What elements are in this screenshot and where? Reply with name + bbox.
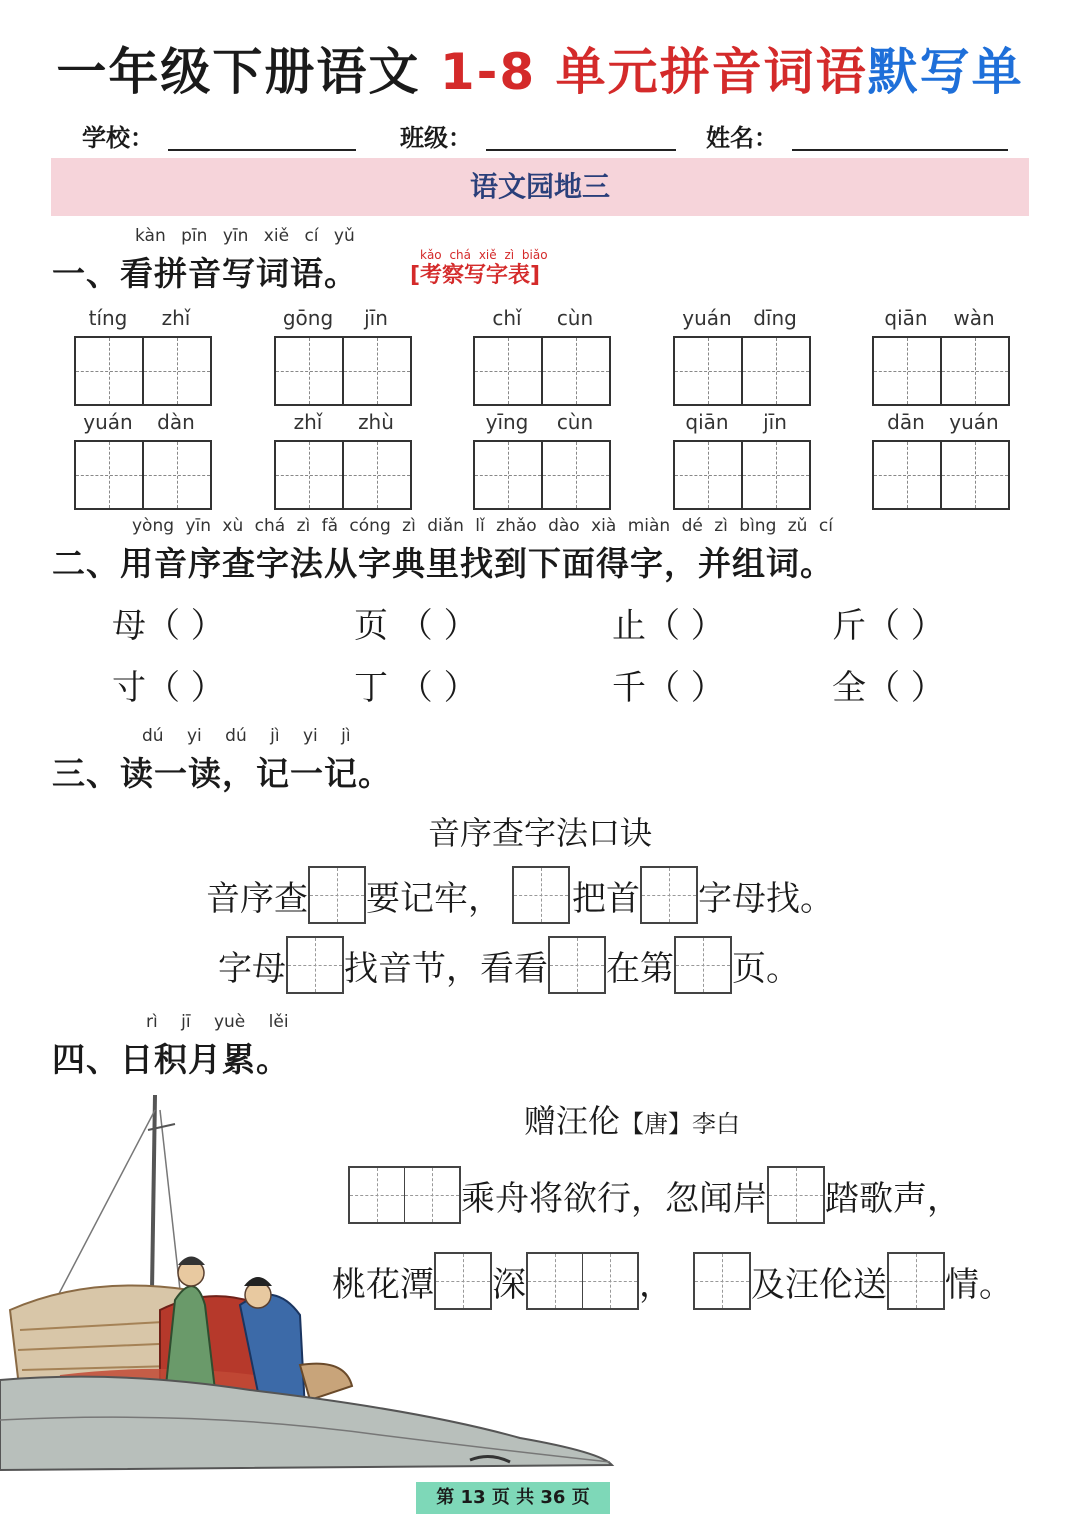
word-pinyin: jīn (364, 306, 388, 330)
rhyme-text: 把首 (572, 878, 640, 919)
char-item[interactable]: 止（ ） (612, 606, 725, 646)
blank-box[interactable] (512, 866, 570, 924)
sec1-heading: 一、看拼音写词语。 (52, 254, 358, 293)
word-pinyin: dàn (157, 410, 195, 434)
sec2-pinyin: yòng yīn xù chá zì fǎ cóng zì diǎn lǐ zhǎo dào xià miàn dé zì bìng zǔ cí (132, 516, 833, 536)
sec4-heading: 四、日积月累。 (52, 1040, 290, 1079)
word-pinyin: chǐ (492, 306, 522, 330)
char-item[interactable]: 母（ ） (112, 606, 225, 646)
word-pinyin: qiān (884, 306, 928, 330)
word-pinyin: dān (887, 410, 925, 434)
char-item[interactable]: 斤（ ） (832, 606, 945, 646)
title-part-blue: 默写单 (867, 43, 1024, 101)
rhyme-text: 在第 (606, 948, 674, 989)
tianzi-box[interactable] (274, 440, 412, 510)
school-field[interactable] (168, 149, 356, 151)
class-label: 班级： (400, 124, 472, 152)
sec3-heading: 三、读一读，记一记。 (52, 754, 392, 793)
rhyme-text: 音序查 (206, 878, 308, 919)
sec1-note-pinyin: kǎo chá xiě zì biǎo (420, 248, 548, 262)
poem-line-2 (332, 1252, 1013, 1310)
sec1-note: [考察写字表] (410, 263, 541, 288)
title-part-red: 1-8 单元拼音词语 (439, 43, 868, 101)
poem-text: 乘舟将欲行，忽闻岸 (461, 1178, 767, 1219)
blank-box[interactable] (434, 1252, 492, 1310)
sec1-pinyin: kàn pīn yīn xiě cí yǔ (135, 226, 355, 246)
unit-banner: 语文园地三 (51, 158, 1029, 216)
sec3-subtitle: 音序查字法口诀 (427, 814, 652, 852)
word-pinyin: yuán (682, 306, 732, 330)
tianzi-box[interactable] (673, 336, 811, 406)
word-pinyin: gōng (282, 306, 334, 330)
word-pinyin: jīn (763, 410, 787, 434)
poem-text: 及汪伦送 (751, 1264, 887, 1305)
poem-text: 深 (492, 1264, 526, 1305)
word-pinyin: qiān (685, 410, 729, 434)
char-item[interactable]: 千（ ） (612, 668, 725, 708)
blank-box[interactable] (526, 1252, 639, 1310)
tianzi-box[interactable] (872, 336, 1010, 406)
name-label: 姓名： (706, 124, 778, 152)
char-item[interactable]: 全（ ） (832, 668, 945, 708)
tianzi-box[interactable] (473, 336, 611, 406)
word-pinyin: cùn (556, 410, 594, 434)
blank-box[interactable] (548, 936, 606, 994)
word-pinyin: wàn (953, 306, 995, 330)
tianzi-box[interactable] (74, 440, 212, 510)
title-part-black: 一年级下册语文 (56, 43, 440, 101)
blank-box[interactable] (308, 866, 366, 924)
blank-box[interactable] (693, 1252, 751, 1310)
blank-box[interactable] (767, 1166, 825, 1224)
word-pinyin: zhǐ (293, 410, 323, 434)
rhyme-text: 找音节，看看 (344, 948, 548, 989)
rhyme-line-2 (218, 936, 800, 994)
rhyme-text: 页。 (732, 948, 800, 989)
tianzi-box[interactable] (274, 336, 412, 406)
tianzi-box[interactable] (473, 440, 611, 510)
word-pinyin: yuán (83, 410, 133, 434)
char-item[interactable]: 寸（ ） (112, 668, 225, 708)
sec4-pinyin: rì jī yuè lěi (146, 1012, 289, 1032)
poem-text: 情。 (945, 1264, 1013, 1305)
word-pinyin: yuán (949, 410, 999, 434)
class-field[interactable] (486, 149, 676, 151)
char-item[interactable]: 页 （ ） (354, 606, 478, 646)
blank-box[interactable] (887, 1252, 945, 1310)
char-item[interactable]: 丁 （ ） (354, 668, 478, 708)
rhyme-text: 要记牢， (366, 878, 502, 919)
poem-line-1 (348, 1166, 961, 1224)
poem-author: 【唐】李白 (620, 1110, 741, 1138)
blank-box[interactable] (640, 866, 698, 924)
word-pinyin: cùn (556, 306, 594, 330)
page-number: 第 13 页 共 36 页 (416, 1482, 610, 1514)
page-title (0, 32, 1080, 104)
word-pinyin: yīng (485, 410, 529, 434)
poem-text: 桃花潭 (332, 1264, 434, 1305)
tianzi-box[interactable] (74, 336, 212, 406)
rhyme-text: 字母找。 (698, 878, 834, 919)
poem-text: 踏歌声， (825, 1178, 961, 1219)
rhyme-line-1 (206, 866, 834, 924)
tianzi-box[interactable] (673, 440, 811, 510)
sec2-heading: 二、用音序查字法从字典里找到下面得字，并组词。 (52, 544, 834, 583)
blank-box[interactable] (348, 1166, 461, 1224)
sec3-pinyin: dú yi dú jì yi jì (142, 726, 351, 746)
blank-box[interactable] (286, 936, 344, 994)
name-field[interactable] (792, 149, 1008, 151)
word-pinyin: zhù (358, 410, 394, 434)
poem-text: ， (639, 1264, 673, 1305)
school-label: 学校： (82, 124, 154, 152)
blank-box[interactable] (674, 936, 732, 994)
tianzi-box[interactable] (872, 440, 1010, 510)
rhyme-text: 字母 (218, 948, 286, 989)
word-pinyin: tíng (88, 306, 128, 330)
word-pinyin: dīng (753, 306, 797, 330)
word-pinyin: zhǐ (161, 306, 191, 330)
poem-title: 赠汪伦 (524, 1102, 621, 1140)
